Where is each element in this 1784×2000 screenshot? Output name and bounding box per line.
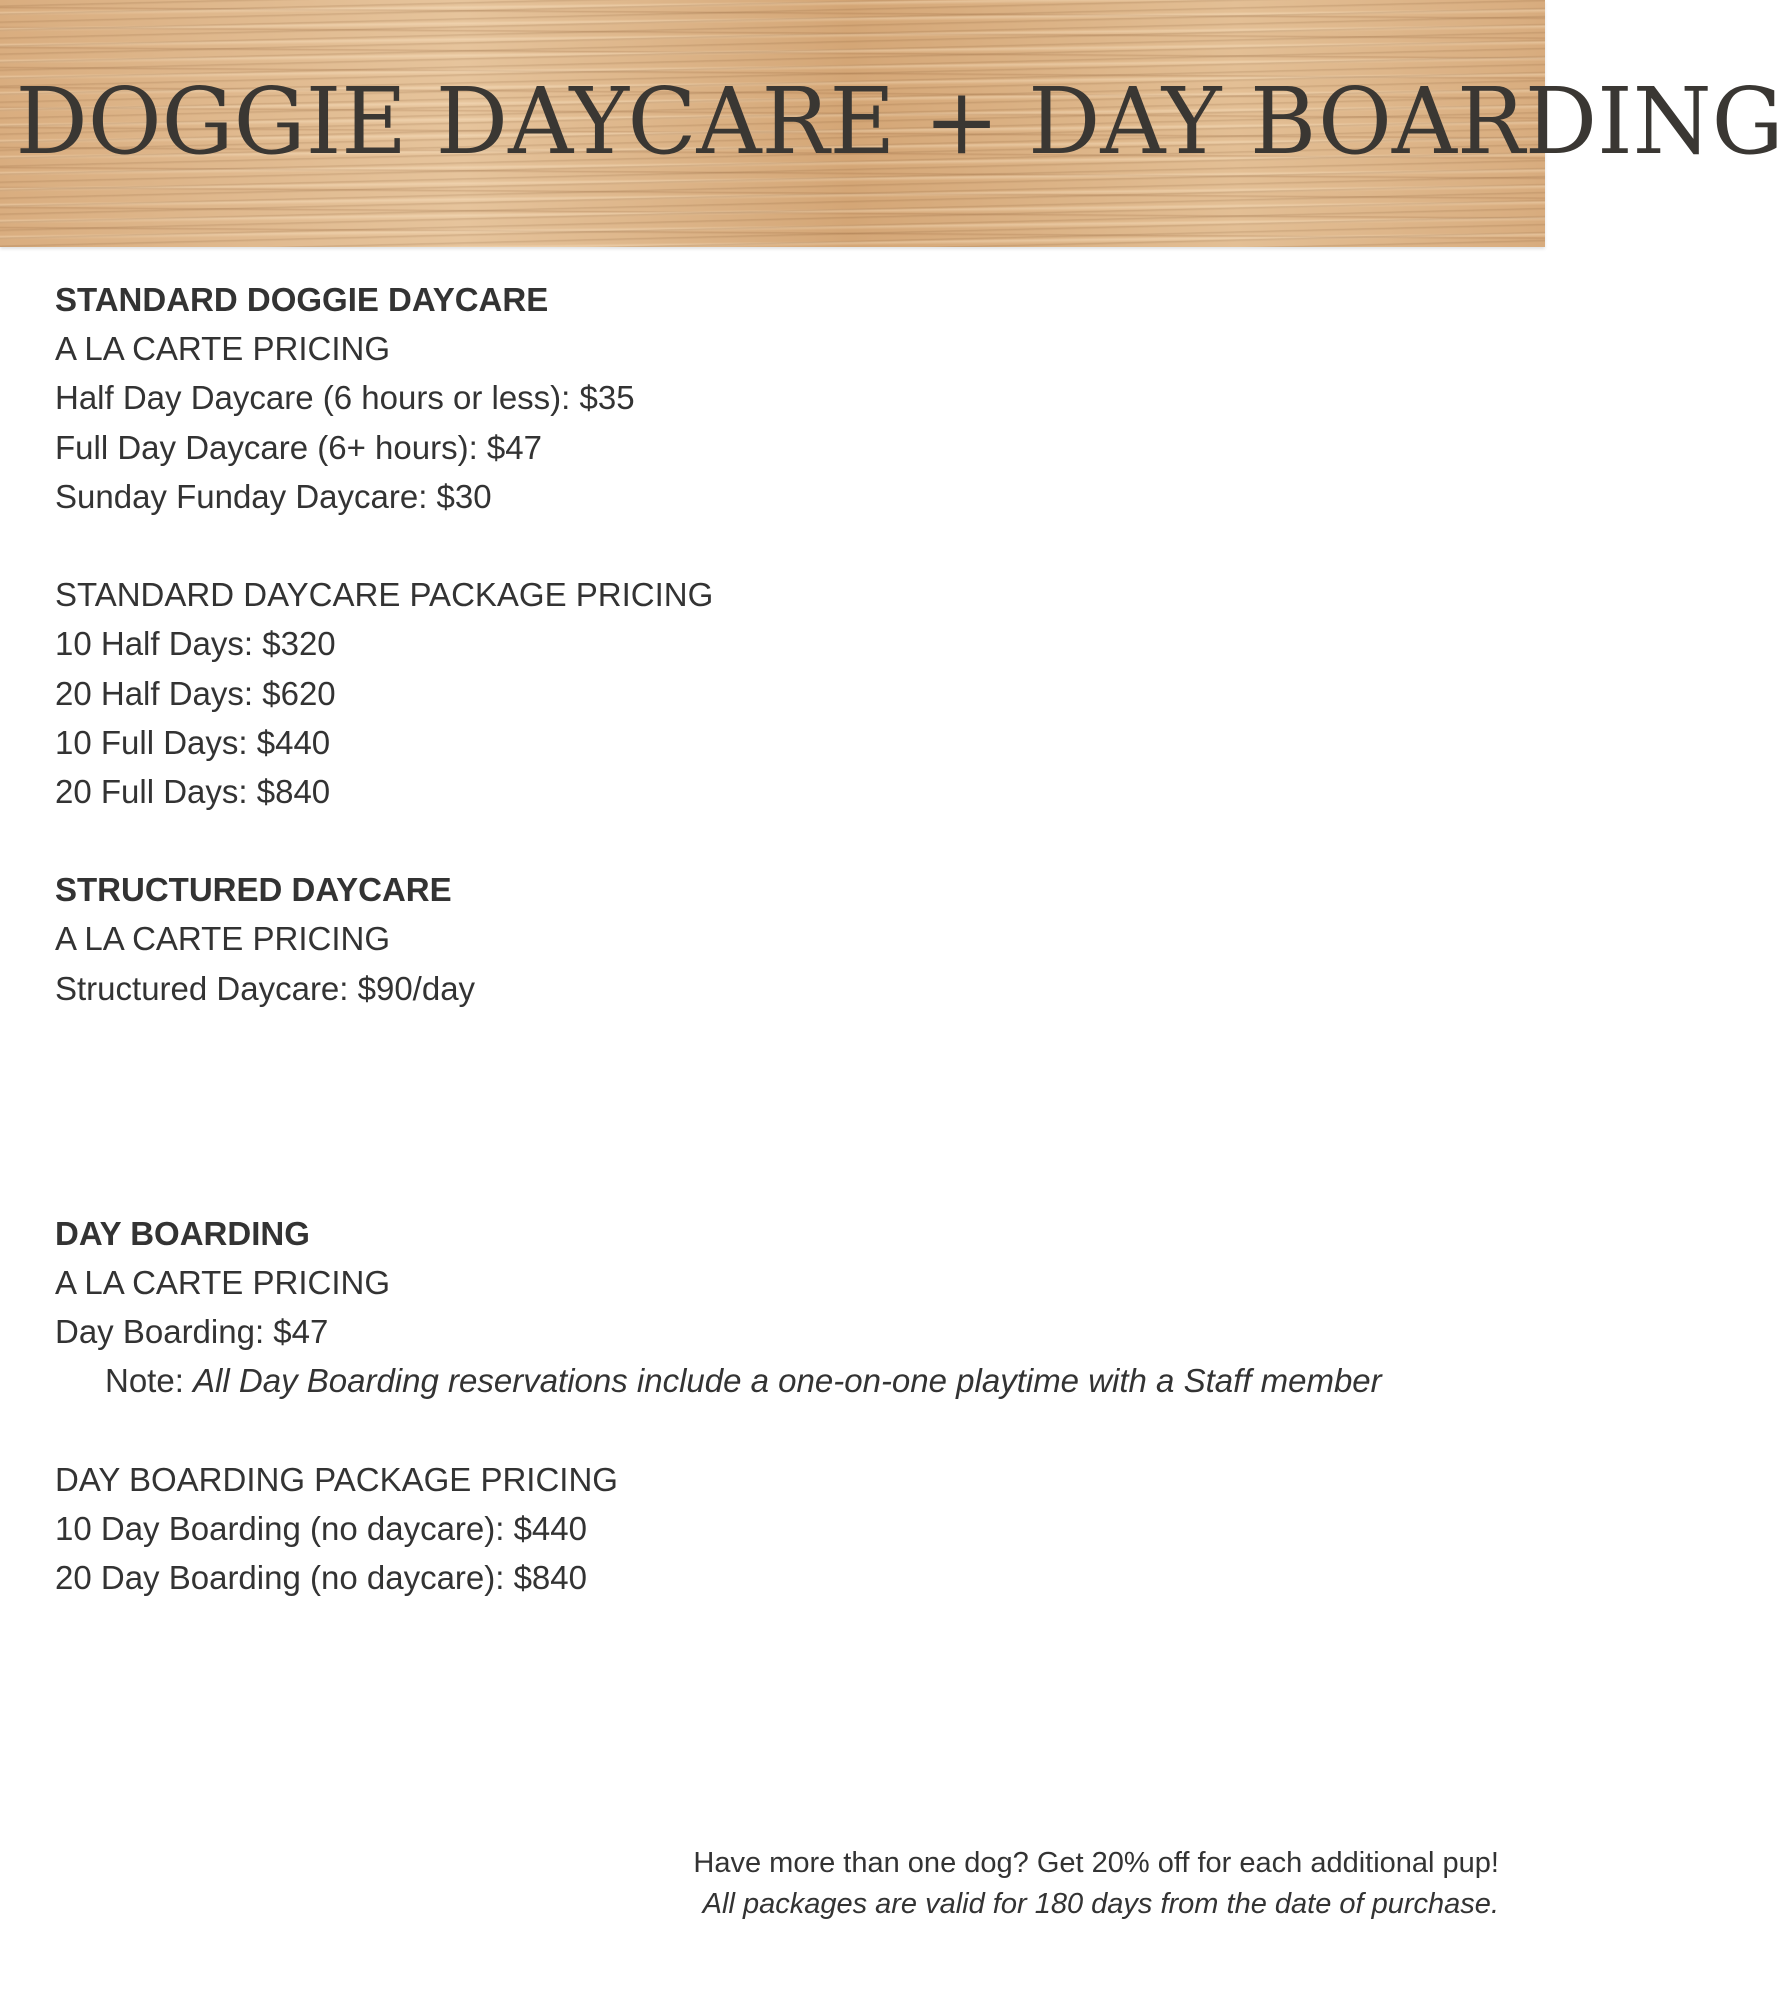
price-item: 10 Full Days: $440 <box>55 723 331 761</box>
spacer <box>55 1406 1505 1455</box>
spacer <box>55 816 1505 865</box>
spacer <box>55 521 1505 570</box>
price-item: Structured Daycare: $90/day <box>55 969 476 1007</box>
price-item: 20 Half Days: $620 <box>55 674 336 712</box>
note-text: All Day Boarding reservations include a one-on-one playtime with a Staff member <box>193 1362 1382 1400</box>
price-item: Half Day Daycare (6 hours or less): $35 <box>55 379 635 417</box>
spacer <box>55 1013 1505 1209</box>
price-item: 20 Full Days: $840 <box>55 772 331 810</box>
section-heading: DAY BOARDING <box>55 1214 310 1252</box>
package-validity: All packages are valid for 180 days from the date of purchase. <box>702 1888 1499 1920</box>
day-boarding-note <box>55 1356 1505 1405</box>
subsection-label: A LA CARTE PRICING <box>55 920 390 958</box>
pricing-content <box>55 275 1505 1602</box>
note-prefix: Note: <box>105 1362 194 1400</box>
page-title: DOGGIE DAYCARE + DAY BOARDING <box>15 68 1784 175</box>
section-structured-daycare <box>55 865 1505 1209</box>
price-item: 20 Day Boarding (no daycare): $840 <box>55 1559 587 1597</box>
multi-dog-discount: Have more than one dog? Get 20% off for each additional pup! <box>693 1847 1499 1879</box>
wood-banner <box>0 0 1784 247</box>
subsection-label: A LA CARTE PRICING <box>55 330 390 368</box>
price-item: 10 Half Days: $320 <box>55 625 336 663</box>
price-item: Sunday Funday Daycare: $30 <box>55 477 492 515</box>
price-item: Full Day Daycare (6+ hours): $47 <box>55 428 542 466</box>
subsection-label: STANDARD DAYCARE PACKAGE PRICING <box>55 576 714 614</box>
price-item: Day Boarding: $47 <box>55 1313 329 1351</box>
price-item: 10 Day Boarding (no daycare): $440 <box>55 1509 587 1547</box>
section-standard-daycare <box>55 275 1505 865</box>
subsection-label: A LA CARTE PRICING <box>55 1264 390 1301</box>
section-day-boarding <box>55 1209 1505 1603</box>
section-heading: STANDARD DOGGIE DAYCARE <box>55 281 549 318</box>
section-heading: STRUCTURED DAYCARE <box>55 871 452 909</box>
subsection-label: DAY BOARDING PACKAGE PRICING <box>55 1460 618 1498</box>
footer-notes <box>693 1843 1499 1925</box>
